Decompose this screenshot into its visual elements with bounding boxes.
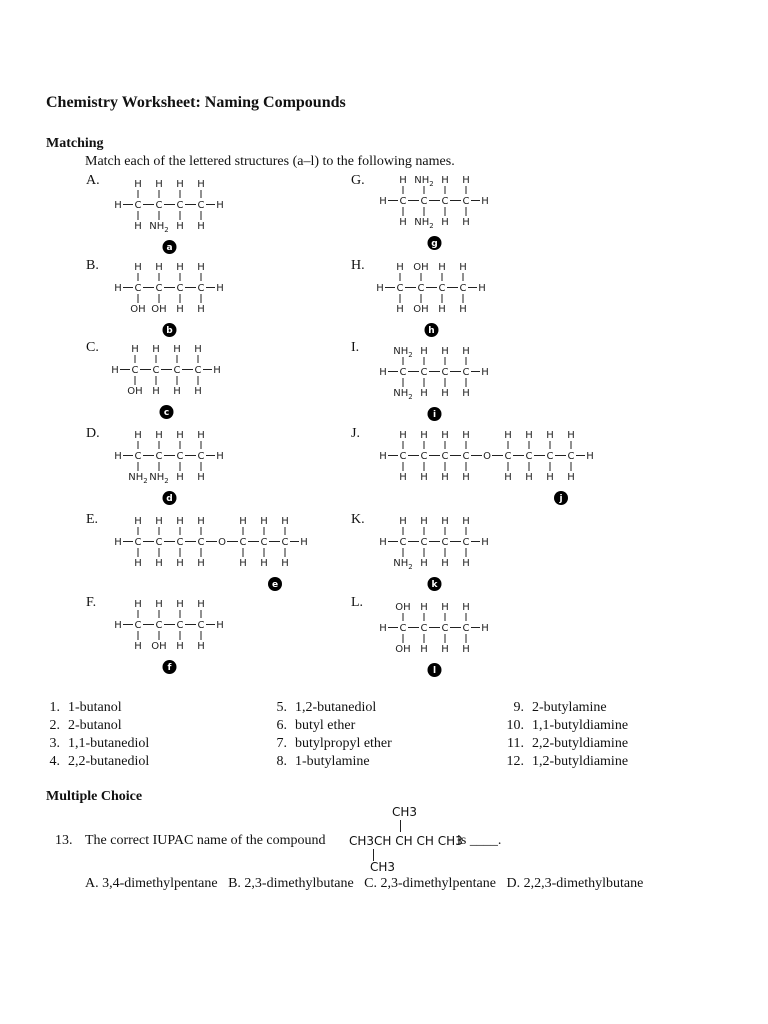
substituent-bottom: H bbox=[239, 558, 247, 569]
atom-h: H bbox=[481, 196, 489, 207]
atom-c: C bbox=[399, 537, 407, 548]
formula-branch-top: CH3 bbox=[392, 805, 418, 819]
substituent-bottom: H bbox=[197, 472, 205, 483]
structure-badge-a bbox=[163, 240, 177, 254]
structure-badge-b bbox=[163, 323, 177, 337]
substituent-top: $NH_2$ bbox=[414, 175, 434, 188]
structure-badge-j bbox=[554, 491, 568, 505]
substituent-top: H bbox=[239, 516, 247, 527]
substituent-top: H bbox=[134, 516, 142, 527]
substituent-bottom: H bbox=[438, 304, 446, 315]
structure-b bbox=[114, 260, 374, 343]
substituent-bottom: H bbox=[462, 644, 470, 655]
atom-o: O bbox=[218, 537, 226, 548]
atom-c: C bbox=[239, 537, 247, 548]
substituent-bottom: OH bbox=[151, 304, 167, 315]
atom-h: H bbox=[111, 365, 119, 376]
atom-c: C bbox=[399, 196, 407, 207]
substituent-top: H bbox=[459, 262, 467, 273]
substituent-bottom: H bbox=[134, 221, 142, 232]
structure-letter-f: F. bbox=[86, 595, 97, 610]
atom-c: C bbox=[420, 623, 428, 634]
substituent-top: H bbox=[155, 262, 163, 273]
structure-f bbox=[114, 597, 374, 680]
svg-text:d: d bbox=[166, 494, 173, 504]
atom-c: C bbox=[396, 283, 404, 294]
substituent-bottom: $NH_2$ bbox=[149, 472, 169, 485]
atom-c: C bbox=[420, 196, 428, 207]
substituent-top: H bbox=[134, 430, 142, 441]
substituent-top: H bbox=[155, 599, 163, 610]
list-item: 8. 1-butylamine bbox=[276, 754, 370, 769]
substituent-top: H bbox=[396, 262, 404, 273]
substituent-top: H bbox=[281, 516, 289, 527]
substituent-bottom: H bbox=[197, 304, 205, 315]
substituent-top: H bbox=[420, 430, 428, 441]
substituent-bottom: H bbox=[399, 472, 407, 483]
substituent-bottom: H bbox=[462, 472, 470, 483]
substituent-top: H bbox=[525, 430, 533, 441]
substituent-bottom: H bbox=[462, 217, 470, 228]
substituent-top: H bbox=[197, 516, 205, 527]
substituent-top: H bbox=[131, 344, 139, 355]
atom-c: C bbox=[399, 623, 407, 634]
substituent-bottom: H bbox=[134, 641, 142, 652]
atom-c: C bbox=[155, 283, 163, 294]
substituent-top: H bbox=[260, 516, 268, 527]
svg-text:e: e bbox=[271, 580, 279, 590]
substituent-bottom: H bbox=[396, 304, 404, 315]
substituent-top: OH bbox=[413, 262, 429, 273]
substituent-top: H bbox=[176, 179, 184, 190]
svg-text:b: b bbox=[166, 326, 173, 336]
atom-c: C bbox=[441, 623, 449, 634]
substituent-top: H bbox=[441, 516, 449, 527]
substituent-top: H bbox=[420, 346, 428, 357]
atom-c: C bbox=[462, 623, 470, 634]
structure-h bbox=[376, 260, 636, 343]
substituent-top: H bbox=[462, 602, 470, 613]
svg-text:a: a bbox=[166, 243, 173, 253]
substituent-bottom: H bbox=[399, 217, 407, 228]
substituent-top: H bbox=[462, 346, 470, 357]
substituent-bottom: $NH_2$ bbox=[128, 472, 148, 485]
names-column-2 bbox=[265, 699, 392, 771]
substituent-bottom: H bbox=[176, 641, 184, 652]
multiple-choice-heading: Multiple Choice bbox=[46, 789, 143, 804]
atom-c: C bbox=[197, 620, 205, 631]
substituent-bottom: $NH_2$ bbox=[393, 558, 413, 571]
substituent-top: H bbox=[399, 516, 407, 527]
atom-c: C bbox=[281, 537, 289, 548]
substituent-top: H bbox=[176, 599, 184, 610]
list-item: 9. 2-butylamine bbox=[513, 700, 607, 715]
atom-h: H bbox=[379, 623, 387, 634]
structure-j bbox=[379, 428, 639, 511]
atom-c: C bbox=[420, 537, 428, 548]
substituent-bottom: H bbox=[134, 558, 142, 569]
atom-h: H bbox=[379, 451, 387, 462]
atom-h: H bbox=[216, 451, 224, 462]
names-column-3 bbox=[502, 699, 628, 771]
substituent-bottom: H bbox=[173, 386, 181, 397]
substituent-bottom: H bbox=[176, 558, 184, 569]
structure-g bbox=[379, 173, 639, 256]
substituent-top: H bbox=[176, 262, 184, 273]
structure-letter-k: K. bbox=[351, 512, 365, 527]
question-13-stem: The correct IUPAC name of the compound bbox=[85, 833, 326, 848]
atom-h: H bbox=[376, 283, 384, 294]
atom-c: C bbox=[155, 620, 163, 631]
atom-c: C bbox=[176, 620, 184, 631]
atom-c: C bbox=[155, 451, 163, 462]
substituent-bottom: $NH_2$ bbox=[393, 388, 413, 401]
list-item: 3. 1,1-butanediol bbox=[49, 736, 150, 751]
substituent-top: H bbox=[441, 175, 449, 186]
atom-c: C bbox=[504, 451, 512, 462]
substituent-bottom: H bbox=[525, 472, 533, 483]
atom-c: C bbox=[197, 200, 205, 211]
substituent-bottom: H bbox=[176, 221, 184, 232]
substituent-bottom: H bbox=[197, 558, 205, 569]
substituent-top: H bbox=[173, 344, 181, 355]
substituent-bottom: H bbox=[462, 388, 470, 399]
substituent-bottom: H bbox=[441, 644, 449, 655]
substituent-bottom: H bbox=[441, 558, 449, 569]
atom-c: C bbox=[134, 537, 142, 548]
structure-badge-c bbox=[160, 405, 174, 419]
substituent-bottom: H bbox=[197, 641, 205, 652]
substituent-bottom: OH bbox=[127, 386, 143, 397]
substituent-top: H bbox=[441, 346, 449, 357]
atom-c: C bbox=[420, 367, 428, 378]
atom-c: C bbox=[260, 537, 268, 548]
structure-letter-j: J. bbox=[351, 426, 360, 441]
structure-letter-g: G. bbox=[351, 173, 365, 188]
list-item: 10. 1,1-butyldiamine bbox=[506, 718, 629, 733]
matching-heading: Matching bbox=[46, 136, 104, 151]
atom-c: C bbox=[155, 537, 163, 548]
atom-h: H bbox=[114, 620, 122, 631]
svg-text:j: j bbox=[559, 494, 563, 504]
substituent-top: H bbox=[420, 516, 428, 527]
atom-c: C bbox=[134, 451, 142, 462]
atom-c: C bbox=[131, 365, 139, 376]
substituent-bottom: H bbox=[504, 472, 512, 483]
structure-k bbox=[379, 514, 639, 597]
structure-letter-e: E. bbox=[86, 512, 99, 527]
matching-instructions: Match each of the lettered structures (a–l) to the following names. bbox=[85, 154, 455, 169]
substituent-top: H bbox=[134, 262, 142, 273]
substituent-top: H bbox=[399, 175, 407, 186]
svg-text:h: h bbox=[428, 326, 435, 336]
substituent-bottom: H bbox=[420, 388, 428, 399]
atom-c: C bbox=[197, 283, 205, 294]
structure-letter-h: H. bbox=[351, 258, 365, 273]
atom-c: C bbox=[459, 283, 467, 294]
atom-c: C bbox=[197, 451, 205, 462]
list-item: 6. butyl ether bbox=[276, 718, 356, 733]
substituent-bottom: H bbox=[420, 558, 428, 569]
atom-c: C bbox=[176, 200, 184, 211]
substituent-bottom: $NH_2$ bbox=[414, 217, 434, 230]
atom-h: H bbox=[481, 623, 489, 634]
substituent-bottom: OH bbox=[413, 304, 429, 315]
list-item: 5. 1,2-butanediol bbox=[276, 700, 377, 715]
atom-c: C bbox=[417, 283, 425, 294]
structure-letter-c: C. bbox=[86, 340, 99, 355]
structure-l bbox=[379, 600, 639, 683]
substituent-top: H bbox=[546, 430, 554, 441]
atom-c: C bbox=[462, 196, 470, 207]
atom-c: C bbox=[194, 365, 202, 376]
substituent-bottom: H bbox=[281, 558, 289, 569]
substituent-bottom: H bbox=[420, 472, 428, 483]
substituent-top: H bbox=[438, 262, 446, 273]
substituent-top: H bbox=[441, 602, 449, 613]
substituent-top: H bbox=[155, 516, 163, 527]
substituent-top: H bbox=[155, 430, 163, 441]
list-item: 7. butylpropyl ether bbox=[276, 736, 392, 751]
atom-c: C bbox=[173, 365, 181, 376]
structure-badge-k bbox=[428, 577, 442, 591]
substituent-top: H bbox=[197, 262, 205, 273]
substituent-bottom: OH bbox=[130, 304, 146, 315]
structure-badge-g bbox=[428, 236, 442, 250]
atom-c: C bbox=[441, 367, 449, 378]
atom-c: C bbox=[438, 283, 446, 294]
svg-text:f: f bbox=[167, 663, 172, 673]
atom-c: C bbox=[197, 537, 205, 548]
atom-h: H bbox=[478, 283, 486, 294]
structure-badge-d bbox=[163, 491, 177, 505]
substituent-bottom: H bbox=[155, 558, 163, 569]
atom-c: C bbox=[420, 451, 428, 462]
substituent-bottom: H bbox=[260, 558, 268, 569]
atom-c: C bbox=[462, 367, 470, 378]
svg-text:i: i bbox=[432, 410, 437, 420]
question-13-options: A. 3,4-dimethylpentane B. 2,3-dimethylbutane C. 2,3-dimethylpentane D. 2,2,3-dimethylbutane bbox=[85, 876, 644, 891]
svg-text:g: g bbox=[431, 239, 438, 249]
substituent-top: H bbox=[194, 344, 202, 355]
list-item: 12. 1,2-butyldiamine bbox=[506, 754, 629, 769]
structure-badge-l bbox=[428, 663, 442, 677]
atom-c: C bbox=[546, 451, 554, 462]
substituent-top: H bbox=[155, 179, 163, 190]
substituent-top: H bbox=[567, 430, 575, 441]
atom-c: C bbox=[399, 367, 407, 378]
atom-c: C bbox=[134, 283, 142, 294]
structure-badge-e bbox=[268, 577, 282, 591]
atom-c: C bbox=[176, 451, 184, 462]
structure-i bbox=[379, 344, 639, 427]
structure-letter-i: I. bbox=[351, 340, 360, 355]
atom-c: C bbox=[134, 200, 142, 211]
atom-h: H bbox=[114, 283, 122, 294]
structure-letter-d: D. bbox=[86, 426, 100, 441]
question-13-number: 13. bbox=[55, 833, 73, 848]
question-13-stem-end: is ____. bbox=[457, 833, 502, 848]
substituent-top: H bbox=[504, 430, 512, 441]
substituent-top: H bbox=[399, 430, 407, 441]
substituent-bottom: H bbox=[441, 472, 449, 483]
substituent-top: H bbox=[197, 179, 205, 190]
substituent-bottom: H bbox=[459, 304, 467, 315]
atom-c: C bbox=[152, 365, 160, 376]
substituent-bottom: H bbox=[567, 472, 575, 483]
names-column-1 bbox=[38, 699, 149, 771]
substituent-bottom: H bbox=[462, 558, 470, 569]
structure-a bbox=[114, 177, 374, 260]
substituent-bottom: H bbox=[441, 217, 449, 228]
substituent-bottom: H bbox=[441, 388, 449, 399]
list-item: 4. 2,2-butanediol bbox=[49, 754, 150, 769]
substituent-bottom: H bbox=[152, 386, 160, 397]
structure-badge-h bbox=[425, 323, 439, 337]
substituent-bottom: H bbox=[194, 386, 202, 397]
substituent-bottom: H bbox=[197, 221, 205, 232]
atom-h: H bbox=[216, 283, 224, 294]
atom-c: C bbox=[441, 537, 449, 548]
atom-h: H bbox=[586, 451, 594, 462]
atom-h: H bbox=[481, 367, 489, 378]
structure-e bbox=[114, 514, 374, 597]
page-title: Chemistry Worksheet: Naming Compounds bbox=[46, 94, 346, 111]
svg-text:c: c bbox=[163, 408, 170, 418]
atom-h: H bbox=[300, 537, 308, 548]
atom-c: C bbox=[134, 620, 142, 631]
structure-letter-l: L. bbox=[351, 595, 364, 610]
substituent-bottom: H bbox=[420, 644, 428, 655]
substituent-bottom: $NH_2$ bbox=[149, 221, 169, 234]
list-item: 1. 1-butanol bbox=[49, 700, 122, 715]
atom-c: C bbox=[399, 451, 407, 462]
substituent-top: H bbox=[420, 602, 428, 613]
structure-d bbox=[114, 428, 374, 511]
atom-o: O bbox=[483, 451, 491, 462]
substituent-bottom: H bbox=[176, 472, 184, 483]
formula-main-chain: CH3CH CH CH CH3 bbox=[349, 834, 463, 848]
substituent-top: H bbox=[462, 430, 470, 441]
atom-h: H bbox=[216, 200, 224, 211]
substituent-bottom: OH bbox=[395, 644, 411, 655]
list-item: 2. 2-butanol bbox=[49, 718, 122, 733]
substituent-top: H bbox=[176, 516, 184, 527]
substituent-top: H bbox=[462, 516, 470, 527]
substituent-top: H bbox=[176, 430, 184, 441]
atom-h: H bbox=[114, 451, 122, 462]
atom-c: C bbox=[441, 451, 449, 462]
substituent-top: H bbox=[134, 179, 142, 190]
atom-c: C bbox=[567, 451, 575, 462]
structure-badge-f bbox=[163, 660, 177, 674]
substituent-bottom: H bbox=[546, 472, 554, 483]
substituent-top: H bbox=[441, 430, 449, 441]
formula-bond-top bbox=[400, 820, 401, 832]
atom-c: C bbox=[462, 451, 470, 462]
substituent-bottom: OH bbox=[151, 641, 167, 652]
atom-h: H bbox=[379, 367, 387, 378]
atom-h: H bbox=[216, 620, 224, 631]
structure-letter-a: A. bbox=[86, 173, 100, 188]
atom-h: H bbox=[379, 537, 387, 548]
substituent-top: H bbox=[152, 344, 160, 355]
atom-c: C bbox=[525, 451, 533, 462]
atom-c: C bbox=[441, 196, 449, 207]
atom-c: C bbox=[155, 200, 163, 211]
svg-text:k: k bbox=[431, 580, 438, 590]
structure-letter-b: B. bbox=[86, 258, 99, 273]
atom-h: H bbox=[481, 537, 489, 548]
substituent-top: H bbox=[197, 599, 205, 610]
list-item: 11. 2,2-butyldiamine bbox=[507, 736, 629, 751]
substituent-bottom: H bbox=[176, 304, 184, 315]
substituent-top: H bbox=[197, 430, 205, 441]
substituent-top: H bbox=[462, 175, 470, 186]
atom-c: C bbox=[176, 283, 184, 294]
atom-c: C bbox=[462, 537, 470, 548]
atom-h: H bbox=[379, 196, 387, 207]
atom-h: H bbox=[213, 365, 221, 376]
substituent-top: $NH_2$ bbox=[393, 346, 413, 359]
substituent-top: OH bbox=[395, 602, 411, 613]
substituent-top: H bbox=[134, 599, 142, 610]
atom-h: H bbox=[114, 537, 122, 548]
svg-text:l: l bbox=[432, 666, 437, 676]
atom-h: H bbox=[114, 200, 122, 211]
structure-badge-i bbox=[428, 407, 442, 421]
formula-branch-bottom: CH3 bbox=[370, 860, 396, 874]
structure-c bbox=[111, 342, 371, 425]
atom-c: C bbox=[176, 537, 184, 548]
